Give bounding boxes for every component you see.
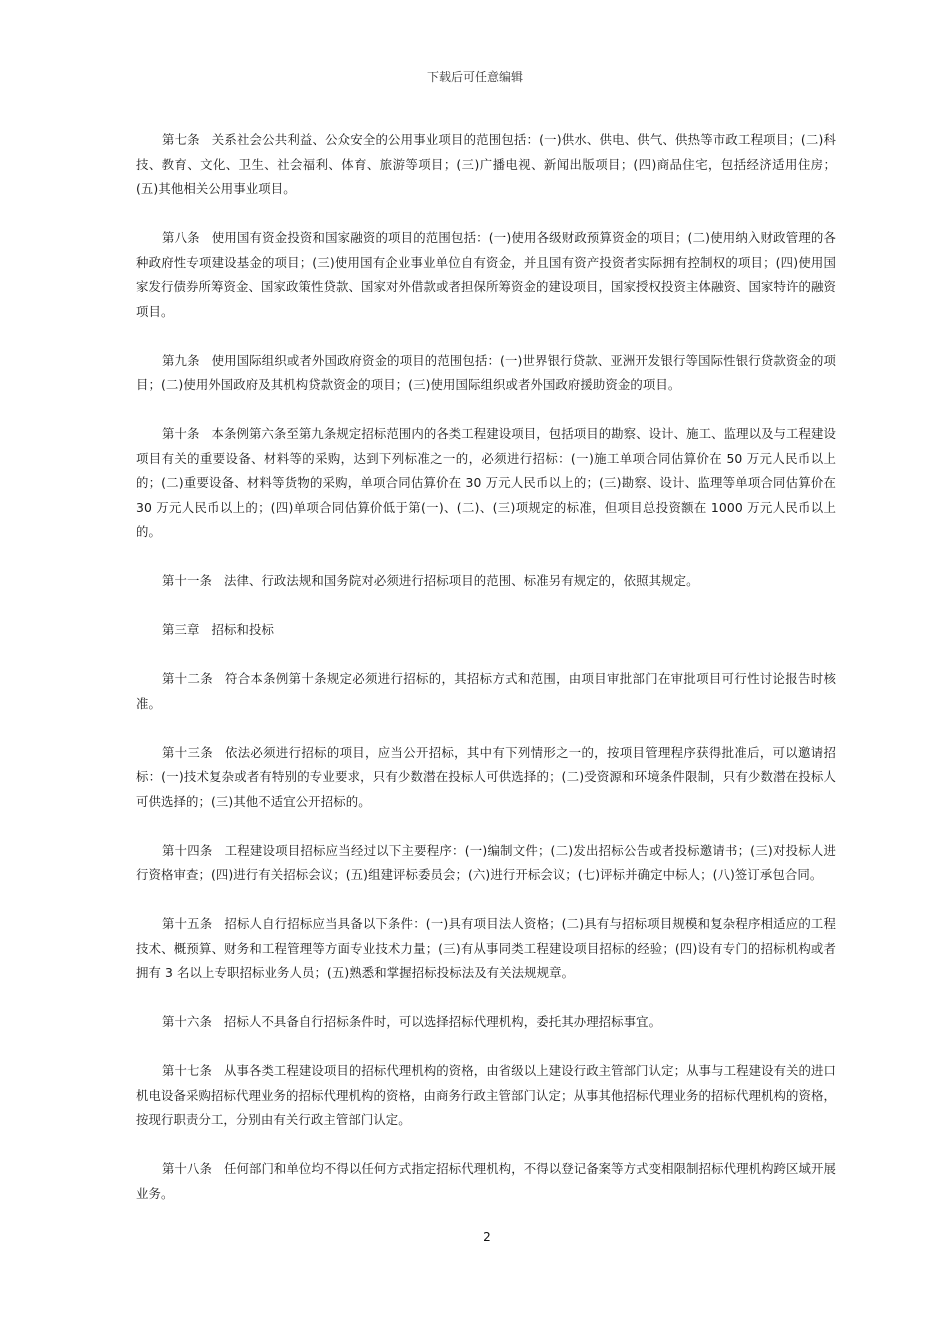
chapter-heading [136, 618, 836, 643]
article-text: 任何部门和单位均不得以任何方式指定招标代理机构，不得以登记备案等方式变相限制招标代理机构跨区域开展业务。 [136, 1161, 837, 1201]
page-header: 下载后可任意编辑 [426, 70, 523, 84]
article-paragraph [136, 349, 836, 398]
article-label: 第十三条 [162, 744, 213, 760]
document-body [136, 128, 836, 1231]
article-paragraph [136, 912, 836, 986]
article-paragraph [136, 839, 836, 888]
article-text: 使用国有资金投资和国家融资的项目的范围包括：(一)使用各级财政预算资金的项目；(二)使用纳入财政管理的各种政府性专项建设基金的项目；(三)使用国有企业事业单位自有资金，并且国有资产投资者实际拥有控制权的项目；(四)使用国家发行债券所筹资金、国家政策性贷款、国家对外借款或者担保所筹资金的建设项目，国家授权投资主体融资、国家特许的融资项目。 [136, 230, 836, 319]
chapter-label: 第三章 [162, 622, 200, 637]
article-text: 从事各类工程建设项目的招标代理机构的资格，由省级以上建设行政主管部门认定；从事与工程建设有关的进口机电设备采购招标代理业务的招标代理机构的资格，由商务行政主管部门认定；从事其他招标代理业务的招标代理机构的资格，按现行职责分工，分别由有关行政主管部门认定。 [136, 1063, 837, 1127]
article-label: 第十六条 [162, 1014, 212, 1029]
article-label: 第十四条 [162, 842, 213, 858]
article-label: 第十八条 [162, 1161, 212, 1176]
article-label: 第十七条 [162, 1063, 212, 1078]
page-number: 2 [483, 1230, 491, 1244]
article-text: 本条例第六条至第九条规定招标范围内的各类工程建设项目，包括项目的勘察、设计、施工、监理以及与工程建设项目有关的重要设备、材料等的采购，达到下列标准之一的，必须进行招标：(一)施工单项合同估算价在 50 万元人民币以上的；(二)重要设备、材料等货物的采购，单项合同估算价在 30 万元人民币以上的；(三)勘察、设计、监理等单项合同估算价在 30 万元人民币以上的；(四)单项合同估算价低于第(一)、(二)、(三)项规定的标准，但项目总投资额在 1000 万元人民币以上的。 [136, 426, 837, 539]
article-text: 招标人自行招标应当具备以下条件：(一)具有项目法人资格；(二)具有与招标项目规模和复杂程序相适应的工程技术、概预算、财务和工程管理等方面专业技术力量；(三)有从事同类工程建设项目招标的经验；(四)设有专门的招标机构或者拥有 3 名以上专职招标业务人员；(五)熟悉和掌握招标投标法及有关法规规章。 [136, 916, 836, 980]
article-paragraph [136, 1010, 836, 1035]
article-paragraph [136, 422, 836, 545]
article-text: 工程建设项目招标应当经过以下主要程序：(一)编制文件；(二)发出招标公告或者投标邀请书；(三)对投标人进行资格审查；(四)进行有关招标会议；(五)组建评标委员会；(六)进行开标会议；(七)评标并确定中标人；(八)签订承包合同。 [136, 842, 837, 882]
article-paragraph [136, 1059, 836, 1133]
article-text: 法律、行政法规和国务院对必须进行招标项目的范围、标准另有规定的，依照其规定。 [223, 573, 699, 588]
article-paragraph [136, 569, 836, 594]
article-paragraph [136, 741, 836, 815]
article-paragraph [136, 667, 836, 716]
article-paragraph [136, 226, 836, 324]
article-label: 第七条 [162, 132, 200, 147]
article-text: 招标人不具备自行招标条件时，可以选择招标代理机构，委托其办理招标事宜。 [223, 1014, 662, 1029]
article-label: 第九条 [162, 352, 200, 368]
article-paragraph [136, 1157, 836, 1206]
chapter-title: 招标和投标 [211, 622, 274, 637]
article-label: 第十一条 [162, 573, 212, 588]
article-label: 第八条 [162, 230, 200, 245]
article-text: 依法必须进行招标的项目，应当公开招标，其中有下列情形之一的，按项目管理程序获得批准后，可以邀请招标：(一)技术复杂或者有特别的专业要求，只有少数潜在投标人可供选择的；(二)受资源和环境条件限制，只有少数潜在投标人可供选择的；(三)其他不适宜公开招标的。 [136, 744, 836, 809]
article-label: 第十条 [162, 426, 200, 441]
article-label: 第十五条 [162, 916, 213, 931]
article-label: 第十二条 [162, 671, 213, 686]
article-text: 符合本条例第十条规定必须进行招标的，其招标方式和范围，由项目审批部门在审批项目可行性讨论报告时核准。 [136, 671, 836, 711]
article-text: 使用国际组织或者外国政府资金的项目的范围包括：(一)世界银行贷款、亚洲开发银行等国际性银行贷款资金的项目；(二)使用外国政府及其机构贷款资金的项目；(三)使用国际组织或者外国政府援助资金的项目。 [136, 352, 836, 392]
article-text: 关系社会公共利益、公众安全的公用事业项目的范围包括：(一)供水、供电、供气、供热等市政工程项目；(二)科技、教育、文化、卫生、社会福利、体育、旅游等项目；(三)广播电视、新闻出版项目；(四)商品住宅，包括经济适用住房；(五)其他相关公用事业项目。 [136, 132, 836, 196]
article-paragraph [136, 128, 836, 202]
